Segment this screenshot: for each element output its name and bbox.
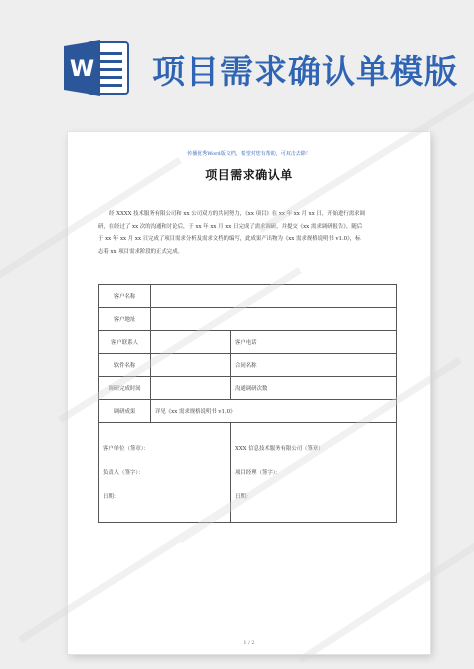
- table-row: [99, 400, 397, 423]
- table-row: [99, 354, 397, 377]
- client-address-value: [151, 308, 397, 331]
- software-name-label: 软件名称: [99, 354, 151, 377]
- vendor-unit-stamp: XXX 信息技术服务有限公司（签章）: [235, 445, 324, 452]
- body-paragraph: [98, 208, 404, 258]
- client-name-label: 客户名称: [99, 285, 151, 308]
- client-contact-value: [151, 331, 231, 354]
- body-line: 研，在经过了 xx 次的沟通和讨论后，于 xx 年 xx 月 xx 日完成了需求调研，并提交《xx 需求调研报告》，随后: [98, 223, 363, 230]
- table-row: [99, 308, 397, 331]
- body-line: 经 XXXX 技术服务有限公司和 xx 公司双方的共同努力，《xx 项目》在 xx 年 xx 月 xx 日，开始进行需求调: [109, 211, 365, 217]
- word-icon: [64, 38, 132, 98]
- vendor-signature-block: [231, 423, 397, 523]
- document-title: 项目需求确认单: [205, 168, 293, 182]
- svg-text:W: W: [69, 57, 95, 82]
- client-unit-stamp: 客户单位（签章）：: [103, 445, 149, 452]
- vendor-sign-date: 日期：: [235, 493, 252, 500]
- research-result-value: 详见《xx 需求规格说明书 v1.0》: [151, 400, 397, 423]
- contract-name-label: 合同名称: [231, 354, 397, 377]
- body-line: 于 xx 年 xx 月 xx 日完成了项目需求分析及需求文档的编写，此成果产出物为《xx 需求规格说明书 v1.0》，标: [98, 236, 361, 242]
- client-sign-date: 日期：: [103, 493, 120, 500]
- client-person-sign: 负责人（签字）：: [103, 469, 144, 476]
- document-page: [68, 132, 430, 654]
- confirmation-table: [98, 284, 397, 523]
- client-address-label: 客户地址: [99, 308, 151, 331]
- research-time-value: [151, 377, 231, 400]
- page-number: 1 / 2: [243, 640, 255, 646]
- client-name-value: [151, 285, 397, 308]
- table-row: [99, 285, 397, 308]
- software-name-value: [151, 354, 231, 377]
- project-manager-sign: 项目经理（签字）：: [235, 469, 281, 476]
- client-contact-label: 客户联系人: [99, 331, 151, 354]
- header-note: 传播优秀Word版文档，希望对您有帮助，可双击去除！: [187, 151, 311, 157]
- research-time-label: 调研完成时间: [99, 377, 151, 400]
- banner: [0, 0, 474, 112]
- table-row: [99, 331, 397, 354]
- client-signature-block: [99, 423, 231, 523]
- research-count-label: 沟通调研次数: [231, 377, 397, 400]
- research-result-label: 调研成果: [99, 400, 151, 423]
- signature-row: [99, 423, 397, 523]
- table-row: [99, 377, 397, 400]
- client-phone-label: 客户电话: [231, 331, 397, 354]
- banner-title: 项目需求确认单模版: [152, 52, 458, 91]
- body-line: 志着 xx 项目需求阶段的正式完成。: [98, 248, 183, 255]
